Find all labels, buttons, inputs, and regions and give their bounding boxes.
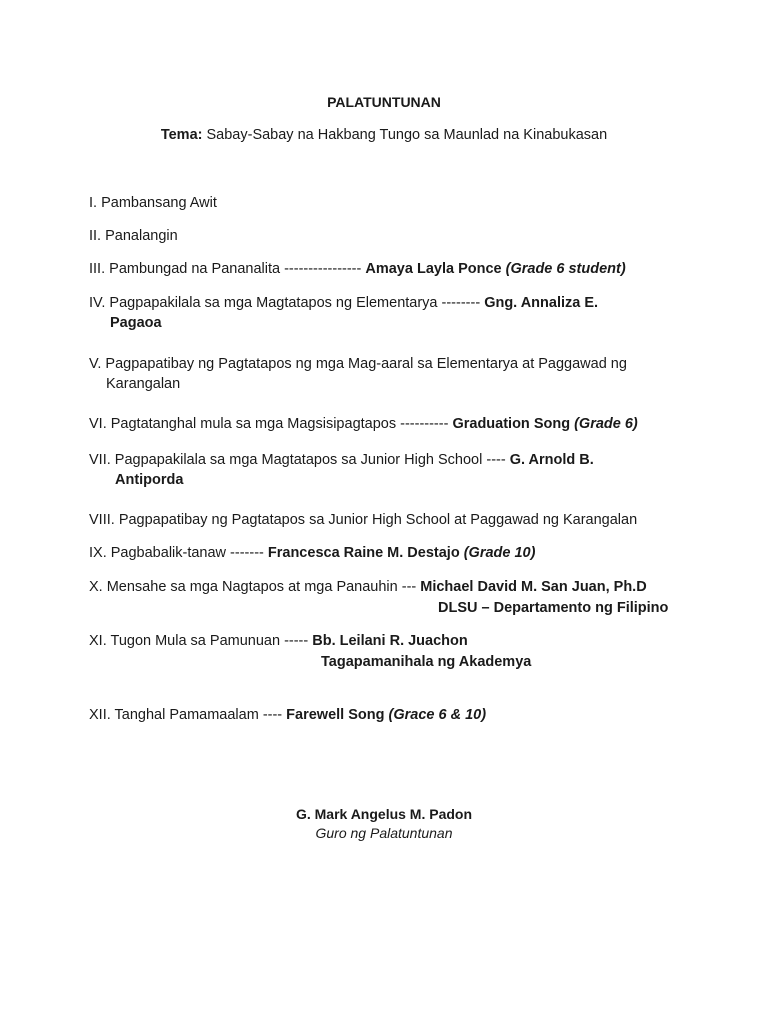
theme-label: Tema: xyxy=(160,127,203,143)
program-item-3 xyxy=(89,259,626,279)
program-item-5 xyxy=(89,354,627,374)
program-item-10 xyxy=(89,577,647,597)
item-person: Amaya Layla Ponce xyxy=(365,261,506,277)
theme-text: Sabay-Sabay na Hakbang Tungo sa Maunlad na Kinabukasan xyxy=(202,127,608,143)
item-text: VII. Pagpapakilala sa mga Magtatapos sa Junior High School ---- xyxy=(89,452,510,468)
program-item-4-continuation: Pagaoa xyxy=(110,315,162,331)
program-item-11-position: Tagapamanihala ng Akademya xyxy=(321,654,532,670)
item-text: XI. Tugon Mula sa Pamunuan ----- xyxy=(89,633,313,649)
program-item-12 xyxy=(89,705,486,725)
item-note: (Grade 6 student) xyxy=(505,261,626,277)
item-text: IX. Pagbabalik-tanaw ------- xyxy=(89,545,268,561)
item-person: Michael David M. San Juan, Ph.D xyxy=(420,579,647,595)
item-text: X. Mensahe sa mga Nagtapos at mga Panauhin --- xyxy=(89,579,421,595)
item-text: III. Pambungad na Pananalita ---------------- xyxy=(89,261,366,277)
item-person: Francesca Raine M. Destajo xyxy=(267,545,464,561)
program-item-8 xyxy=(89,510,637,530)
page-title: PALATUNTUNAN xyxy=(327,94,441,110)
signature-name: G. Mark Angelus M. Padon xyxy=(295,806,473,822)
item-text: XII. Tanghal Pamamaalam ---- xyxy=(89,707,287,723)
item-text: IV. Pagpapakilala sa mga Magtatapos ng Elementarya -------- xyxy=(89,295,485,311)
item-person: Bb. Leilani R. Juachon xyxy=(312,633,468,649)
program-item-10-affiliation: DLSU – Departamento ng Filipino xyxy=(438,600,669,616)
item-text: I. Pambansang Awit xyxy=(89,195,217,211)
item-person: G. Arnold B. xyxy=(509,452,594,468)
program-item-7-continuation: Antiporda xyxy=(115,472,184,488)
program-item-6 xyxy=(89,414,638,434)
item-text: II. Panalangin xyxy=(89,228,178,244)
theme-line xyxy=(0,127,768,143)
item-text: VI. Pagtatanghal mula sa mga Magsisipagtapos ---------- xyxy=(89,416,453,432)
program-item-5-continuation: Karangalan xyxy=(106,376,181,392)
program-item-2 xyxy=(89,226,178,246)
item-text: V. Pagpapatibay ng Pagtatapos ng mga Mag-aaral sa Elementarya at Paggawad ng xyxy=(89,356,627,372)
item-text: VIII. Pagpapatibay ng Pagtatapos sa Junior High School at Paggawad ng Karangalan xyxy=(89,512,638,528)
program-item-4 xyxy=(89,293,598,313)
item-performance: Graduation Song xyxy=(452,416,575,432)
program-item-1 xyxy=(89,193,217,213)
program-item-7 xyxy=(89,450,594,470)
program-item-11 xyxy=(89,631,468,651)
item-person: Gng. Annaliza E. xyxy=(484,295,599,311)
item-performance: Farewell Song xyxy=(286,707,389,723)
item-note: (Grade 6) xyxy=(574,416,638,432)
item-note: (Grace 6 & 10) xyxy=(388,707,487,723)
program-item-9 xyxy=(89,543,535,563)
item-note: (Grade 10) xyxy=(463,545,536,561)
signature-role: Guro ng Palatuntunan xyxy=(315,825,453,841)
